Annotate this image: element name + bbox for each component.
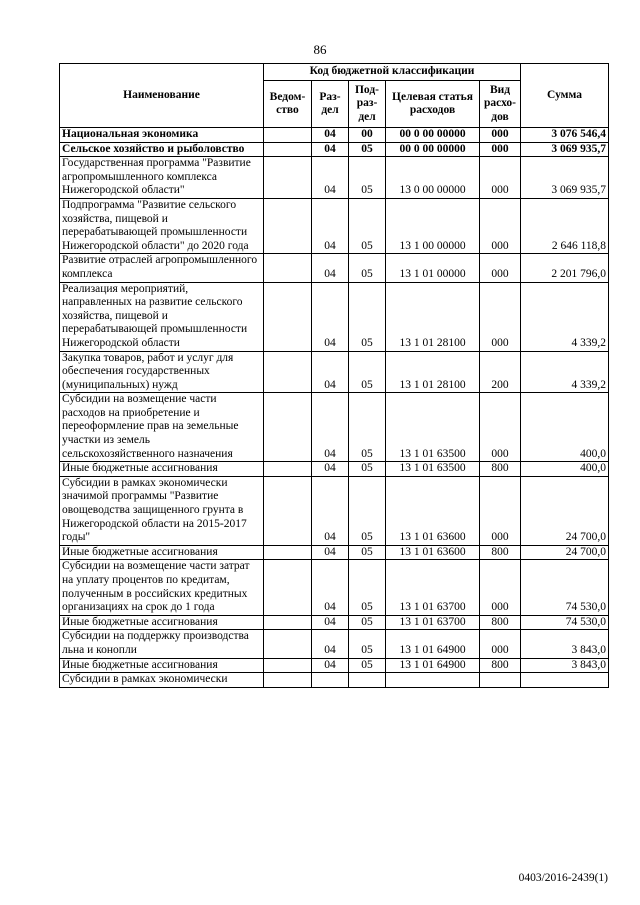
cell-target: 13 1 01 00000 xyxy=(386,254,480,282)
cell-expense-type xyxy=(480,673,521,688)
table-row xyxy=(60,545,609,560)
cell-sum: 3 069 935,7 xyxy=(521,142,609,157)
table-body xyxy=(60,128,609,688)
cell-name: Государственная программа "Развитие агропромышленного комплекса Нижегородской области" xyxy=(60,157,264,199)
cell-subsection: 05 xyxy=(349,393,386,462)
cell-department xyxy=(264,615,312,630)
cell-subsection: 05 xyxy=(349,142,386,157)
cell-target: 13 1 01 28100 xyxy=(386,282,480,351)
cell-subsection: 05 xyxy=(349,198,386,253)
table-row xyxy=(60,476,609,545)
cell-expense-type: 800 xyxy=(480,545,521,560)
header-department: Ведом-ство xyxy=(264,81,312,128)
cell-sum: 24 700,0 xyxy=(521,545,609,560)
cell-section: 04 xyxy=(312,157,349,199)
cell-sum: 2 646 118,8 xyxy=(521,198,609,253)
cell-expense-type: 000 xyxy=(480,254,521,282)
cell-sum: 400,0 xyxy=(521,462,609,477)
cell-sum: 2 201 796,0 xyxy=(521,254,609,282)
cell-subsection: 05 xyxy=(349,560,386,615)
cell-name: Подпрограмма "Развитие сельского хозяйства, пищевой и перерабатывающей промышленности Нижегородской области" до 2020 года xyxy=(60,198,264,253)
header-target: Целевая статья расходов xyxy=(386,81,480,128)
cell-subsection: 05 xyxy=(349,254,386,282)
cell-section: 04 xyxy=(312,560,349,615)
cell-sum: 24 700,0 xyxy=(521,476,609,545)
header-expense-type: Вид расхо-дов xyxy=(480,81,521,128)
cell-expense-type: 000 xyxy=(480,560,521,615)
cell-name: Субсидии на поддержку производства льна и конопли xyxy=(60,630,264,658)
cell-subsection: 05 xyxy=(349,462,386,477)
cell-section: 04 xyxy=(312,351,349,393)
header-name: Наименование xyxy=(60,64,264,128)
cell-subsection: 05 xyxy=(349,615,386,630)
cell-target: 13 1 01 64900 xyxy=(386,630,480,658)
cell-department xyxy=(264,560,312,615)
cell-expense-type: 800 xyxy=(480,615,521,630)
cell-sum: 3 076 546,4 xyxy=(521,128,609,143)
cell-name: Иные бюджетные ассигнования xyxy=(60,545,264,560)
cell-department xyxy=(264,658,312,673)
cell-sum xyxy=(521,673,609,688)
table-row xyxy=(60,198,609,253)
cell-name: Закупка товаров, работ и услуг для обеспечения государственных (муниципальных) нужд xyxy=(60,351,264,393)
header-subsection: Под-раз-дел xyxy=(349,81,386,128)
cell-target: 13 1 01 63700 xyxy=(386,615,480,630)
cell-department xyxy=(264,393,312,462)
cell-department xyxy=(264,282,312,351)
budget-table xyxy=(59,63,609,688)
cell-subsection: 05 xyxy=(349,658,386,673)
table-row xyxy=(60,658,609,673)
cell-expense-type: 800 xyxy=(480,658,521,673)
header-code-group: Код бюджетной классификации xyxy=(264,64,521,81)
cell-target xyxy=(386,673,480,688)
table-row xyxy=(60,615,609,630)
cell-target: 13 1 01 63600 xyxy=(386,545,480,560)
cell-section: 04 xyxy=(312,476,349,545)
cell-target: 13 0 00 00000 xyxy=(386,157,480,199)
cell-section: 04 xyxy=(312,462,349,477)
cell-department xyxy=(264,476,312,545)
document-code: 0403/2016-2439(1) xyxy=(518,872,608,884)
cell-subsection: 05 xyxy=(349,476,386,545)
cell-section xyxy=(312,673,349,688)
cell-expense-type: 000 xyxy=(480,198,521,253)
cell-section: 04 xyxy=(312,658,349,673)
cell-name: Иные бюджетные ассигнования xyxy=(60,658,264,673)
cell-sum: 3 069 935,7 xyxy=(521,157,609,199)
cell-name: Субсидии на возмещение части затрат на уплату процентов по кредитам, полученным в российских кредитных организациях на срок до 1 года xyxy=(60,560,264,615)
cell-expense-type: 000 xyxy=(480,393,521,462)
cell-department xyxy=(264,351,312,393)
table-row xyxy=(60,462,609,477)
cell-department xyxy=(264,254,312,282)
cell-subsection: 00 xyxy=(349,128,386,143)
cell-expense-type: 000 xyxy=(480,157,521,199)
cell-target: 13 1 01 63500 xyxy=(386,393,480,462)
cell-section: 04 xyxy=(312,615,349,630)
table-row xyxy=(60,673,609,688)
cell-expense-type: 800 xyxy=(480,462,521,477)
cell-section: 04 xyxy=(312,545,349,560)
cell-name: Развитие отраслей агропромышленного комплекса xyxy=(60,254,264,282)
cell-section: 04 xyxy=(312,198,349,253)
cell-target: 13 1 01 63500 xyxy=(386,462,480,477)
cell-target: 13 1 01 63700 xyxy=(386,560,480,615)
cell-department xyxy=(264,462,312,477)
cell-name: Национальная экономика xyxy=(60,128,264,143)
cell-expense-type: 000 xyxy=(480,282,521,351)
cell-sum: 4 339,2 xyxy=(521,351,609,393)
cell-sum: 3 843,0 xyxy=(521,658,609,673)
cell-department xyxy=(264,630,312,658)
cell-target: 13 1 01 28100 xyxy=(386,351,480,393)
cell-subsection: 05 xyxy=(349,157,386,199)
table-row xyxy=(60,142,609,157)
header-sum: Сумма xyxy=(521,64,609,128)
cell-name: Субсидии в рамках экономически xyxy=(60,673,264,688)
cell-section: 04 xyxy=(312,393,349,462)
cell-expense-type: 000 xyxy=(480,476,521,545)
table-row xyxy=(60,128,609,143)
page-number: 86 xyxy=(313,42,327,57)
cell-name: Сельское хозяйство и рыболовство xyxy=(60,142,264,157)
cell-subsection: 05 xyxy=(349,545,386,560)
cell-department xyxy=(264,673,312,688)
table-row xyxy=(60,282,609,351)
cell-expense-type: 000 xyxy=(480,142,521,157)
cell-expense-type: 000 xyxy=(480,128,521,143)
cell-sum: 400,0 xyxy=(521,393,609,462)
cell-expense-type: 000 xyxy=(480,630,521,658)
cell-target: 13 1 01 63600 xyxy=(386,476,480,545)
header-section: Раз-дел xyxy=(312,81,349,128)
cell-section: 04 xyxy=(312,142,349,157)
cell-department xyxy=(264,545,312,560)
cell-sum: 3 843,0 xyxy=(521,630,609,658)
cell-section: 04 xyxy=(312,254,349,282)
cell-target: 00 0 00 00000 xyxy=(386,142,480,157)
table-row xyxy=(60,630,609,658)
cell-name: Иные бюджетные ассигнования xyxy=(60,615,264,630)
cell-name: Иные бюджетные ассигнования xyxy=(60,462,264,477)
table-row xyxy=(60,560,609,615)
cell-name: Реализация мероприятий, направленных на развитие сельского хозяйства, пищевой и перерабатывающей промышленности Нижегородской области xyxy=(60,282,264,351)
cell-target: 13 1 00 00000 xyxy=(386,198,480,253)
cell-section: 04 xyxy=(312,128,349,143)
cell-subsection: 05 xyxy=(349,282,386,351)
table-row xyxy=(60,254,609,282)
cell-section: 04 xyxy=(312,282,349,351)
cell-department xyxy=(264,157,312,199)
cell-subsection xyxy=(349,673,386,688)
cell-subsection: 05 xyxy=(349,630,386,658)
cell-name: Субсидии на возмещение части расходов на приобретение и переоформление прав на земельные участки из земель сельскохозяйственного назначения xyxy=(60,393,264,462)
cell-subsection: 05 xyxy=(349,351,386,393)
cell-expense-type: 200 xyxy=(480,351,521,393)
cell-sum: 74 530,0 xyxy=(521,560,609,615)
cell-target: 13 1 01 64900 xyxy=(386,658,480,673)
table-row xyxy=(60,157,609,199)
cell-sum: 4 339,2 xyxy=(521,282,609,351)
cell-sum: 74 530,0 xyxy=(521,615,609,630)
cell-department xyxy=(264,198,312,253)
cell-target: 00 0 00 00000 xyxy=(386,128,480,143)
cell-name: Субсидии в рамках экономически значимой программы "Развитие овощеводства защищенного грунта в Нижегородской области на 2015-2017 годы" xyxy=(60,476,264,545)
cell-department xyxy=(264,128,312,143)
cell-department xyxy=(264,142,312,157)
table-row xyxy=(60,351,609,393)
table-row xyxy=(60,393,609,462)
cell-section: 04 xyxy=(312,630,349,658)
